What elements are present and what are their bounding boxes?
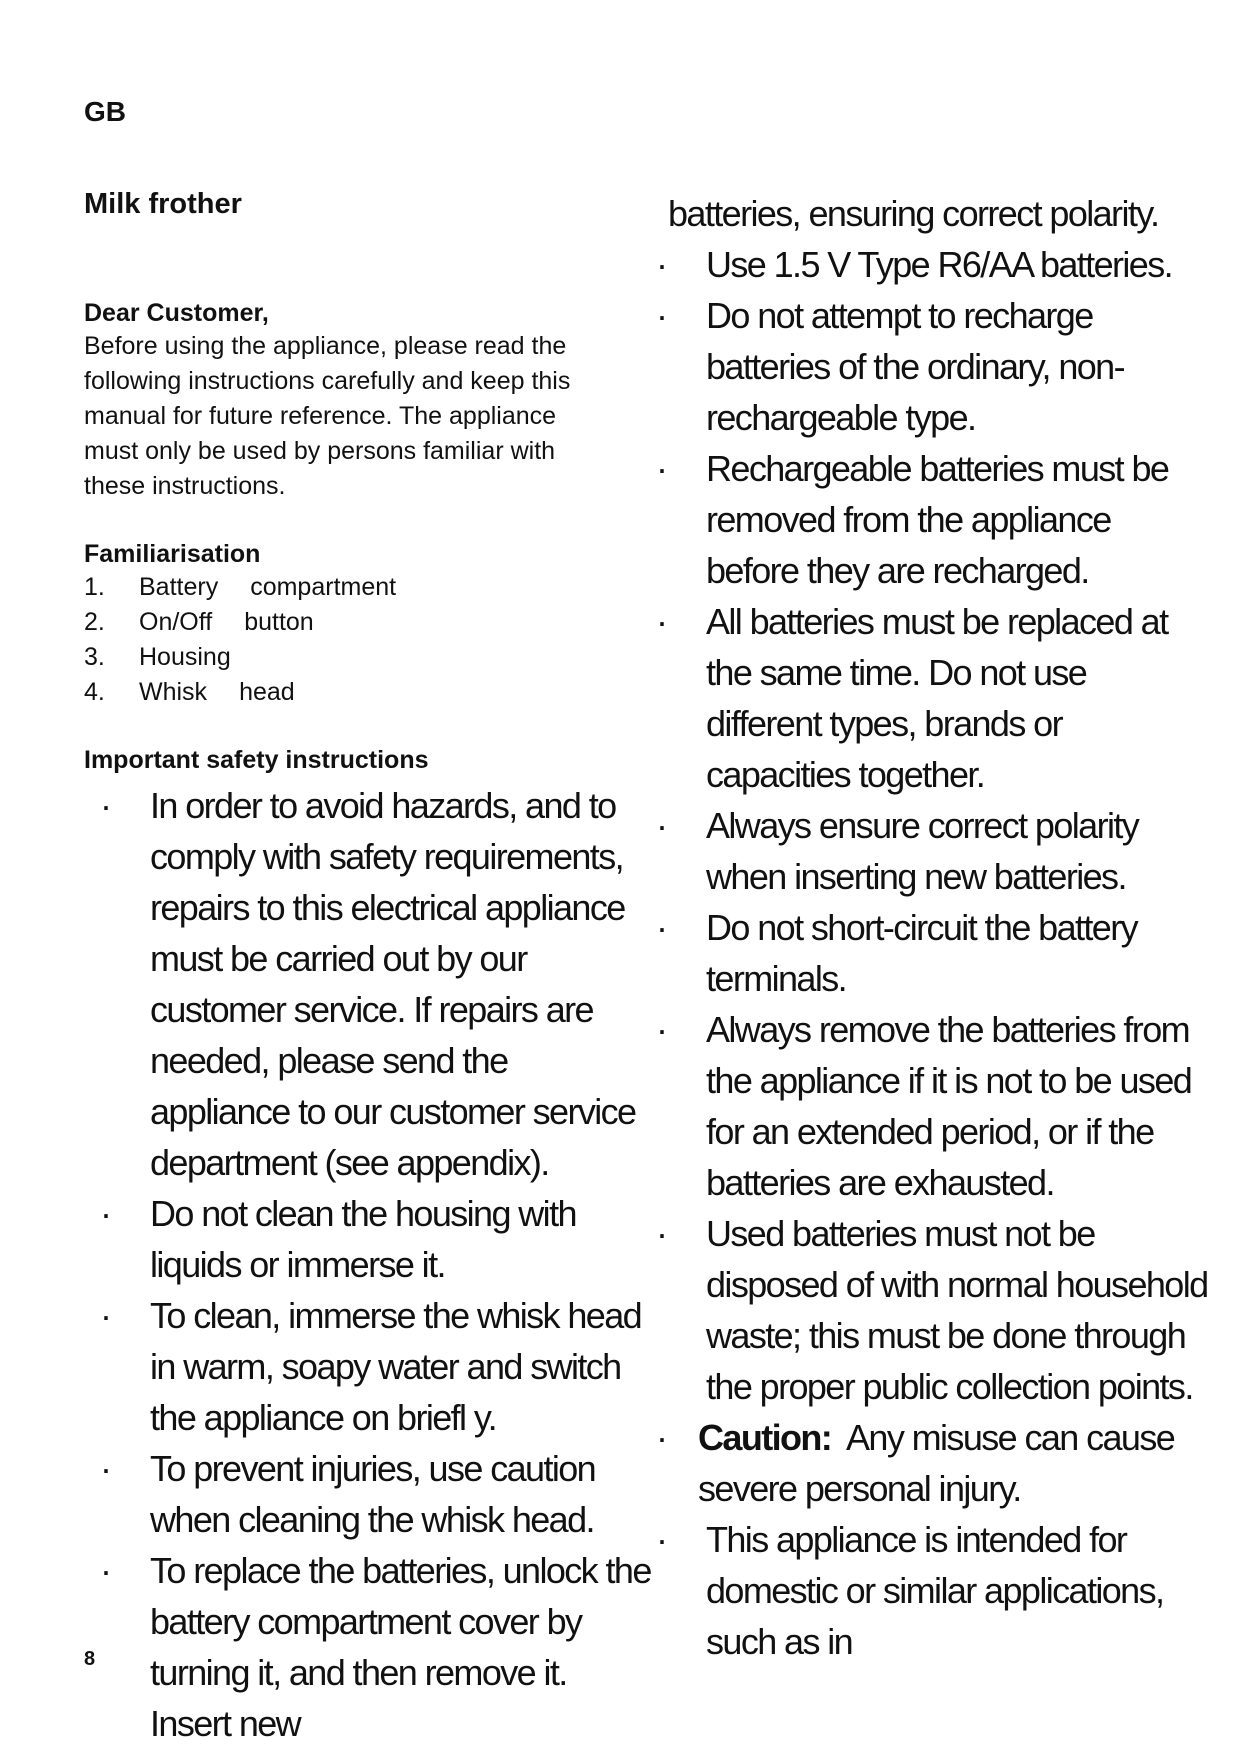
item-label: Battery [139,573,219,601]
list-item [100,1290,654,1443]
list-item [656,1514,1208,1667]
bullet-icon: · [100,1295,111,1336]
caution-text: Any misuse can cause severe personal injury. [698,1417,1175,1509]
left-column [84,188,654,1749]
safety-item-text: Do not short-circuit the battery terminals. [706,907,1138,999]
bullet-icon: · [656,805,667,846]
safety-item-text: Do not attempt to recharge batteries of the ordinary, non-rechargeable type. [706,295,1124,438]
item-label: head [239,678,295,706]
list-item [656,596,1208,800]
list-item [656,1208,1208,1412]
item-number: 3. [84,643,105,671]
bullet-icon: · [100,785,111,826]
item-label: On/Off [139,608,213,636]
list-item [100,1188,654,1290]
bullet-icon: · [656,1213,667,1254]
item-label: button [244,608,314,636]
list-item [84,570,654,605]
list-item [84,605,654,640]
bullet-icon: · [656,448,667,489]
bullet-icon: · [100,1550,111,1591]
bullet-icon: · [656,1009,667,1050]
list-item [656,1412,1208,1514]
safety-item-text: To clean, immerse the whisk head in warm, soapy water and switch the appliance on briefl y. [150,1295,642,1438]
list-item [656,902,1208,1004]
intro-paragraph: Before using the appliance, please read the following instructions carefully and keep this manual for future reference. The appliance must only be used by persons familiar with these instructions. [84,332,571,500]
safety-item-text: To replace the batteries, unlock the battery compartment cover by turning it, and then remove it. Insert new [150,1550,651,1744]
familiarisation-heading: Familiarisation [84,540,261,568]
page-number: 8 [84,1648,96,1670]
safety-list-right [656,239,1208,1667]
page-title: Milk frother [84,188,242,220]
bullet-icon: · [656,907,667,948]
list-item [656,443,1208,596]
list-item [656,290,1208,443]
greeting: Dear Customer, [84,299,269,327]
list-item [84,675,654,710]
bullet-icon: · [656,1519,667,1560]
safety-item-text: This appliance is intended for domestic or similar applications, such as in [706,1519,1164,1662]
safety-item-text: Always ensure correct polarity when inserting new batteries. [706,805,1139,897]
safety-item-text: In order to avoid hazards, and to comply with safety requirements, repairs to this electrical appliance must be carried out by our customer service. If repairs are needed, please send the appliance to our customer service department (see appendix). [150,785,636,1183]
item-label: Housing [139,643,231,671]
list-item [100,1545,654,1749]
list-item [656,239,1208,290]
bullet-icon: · [656,601,667,642]
safety-item-text: Rechargeable batteries must be removed from the appliance before they are recharged. [706,448,1169,591]
item-number: 2. [84,608,105,636]
familiarisation-list [84,570,654,710]
bullet-icon: · [656,295,667,336]
item-number: 4. [84,678,105,706]
safety-item-text: Always remove the batteries from the appliance if it is not to be used for an extended period, or if the batteries are exhausted. [706,1009,1192,1203]
list-item [84,640,654,675]
item-number: 1. [84,573,105,601]
continued-text: batteries, ensuring correct polarity. [668,193,1159,234]
item-label: compartment [250,573,397,601]
bullet-icon: · [100,1448,111,1489]
item-label: Whisk [139,678,208,706]
safety-heading: Important safety instructions [84,746,429,774]
bullet-icon: · [656,244,667,285]
safety-item-text: Use 1.5 V Type R6/AA batteries. [706,244,1173,285]
language-code: GB [84,96,126,127]
bullet-icon: · [656,1417,667,1458]
safety-item-text: Do not clean the housing with liquids or immerse it. [150,1193,576,1285]
safety-item-text: Used batteries must not be disposed of with normal household waste; this must be done through the proper public collection points. [706,1213,1208,1407]
list-item [100,780,654,1188]
safety-item-text: To prevent injuries, use caution when cleaning the whisk head. [150,1448,596,1540]
caution-label: Caution: [698,1417,832,1458]
list-item [100,1443,654,1545]
right-column [656,188,1208,1667]
safety-item-text: All batteries must be replaced at the same time. Do not use different types, brands or capacities together. [706,601,1168,795]
list-item [656,800,1208,902]
list-item [656,1004,1208,1208]
bullet-icon: · [100,1193,111,1234]
safety-list-left [100,780,654,1749]
